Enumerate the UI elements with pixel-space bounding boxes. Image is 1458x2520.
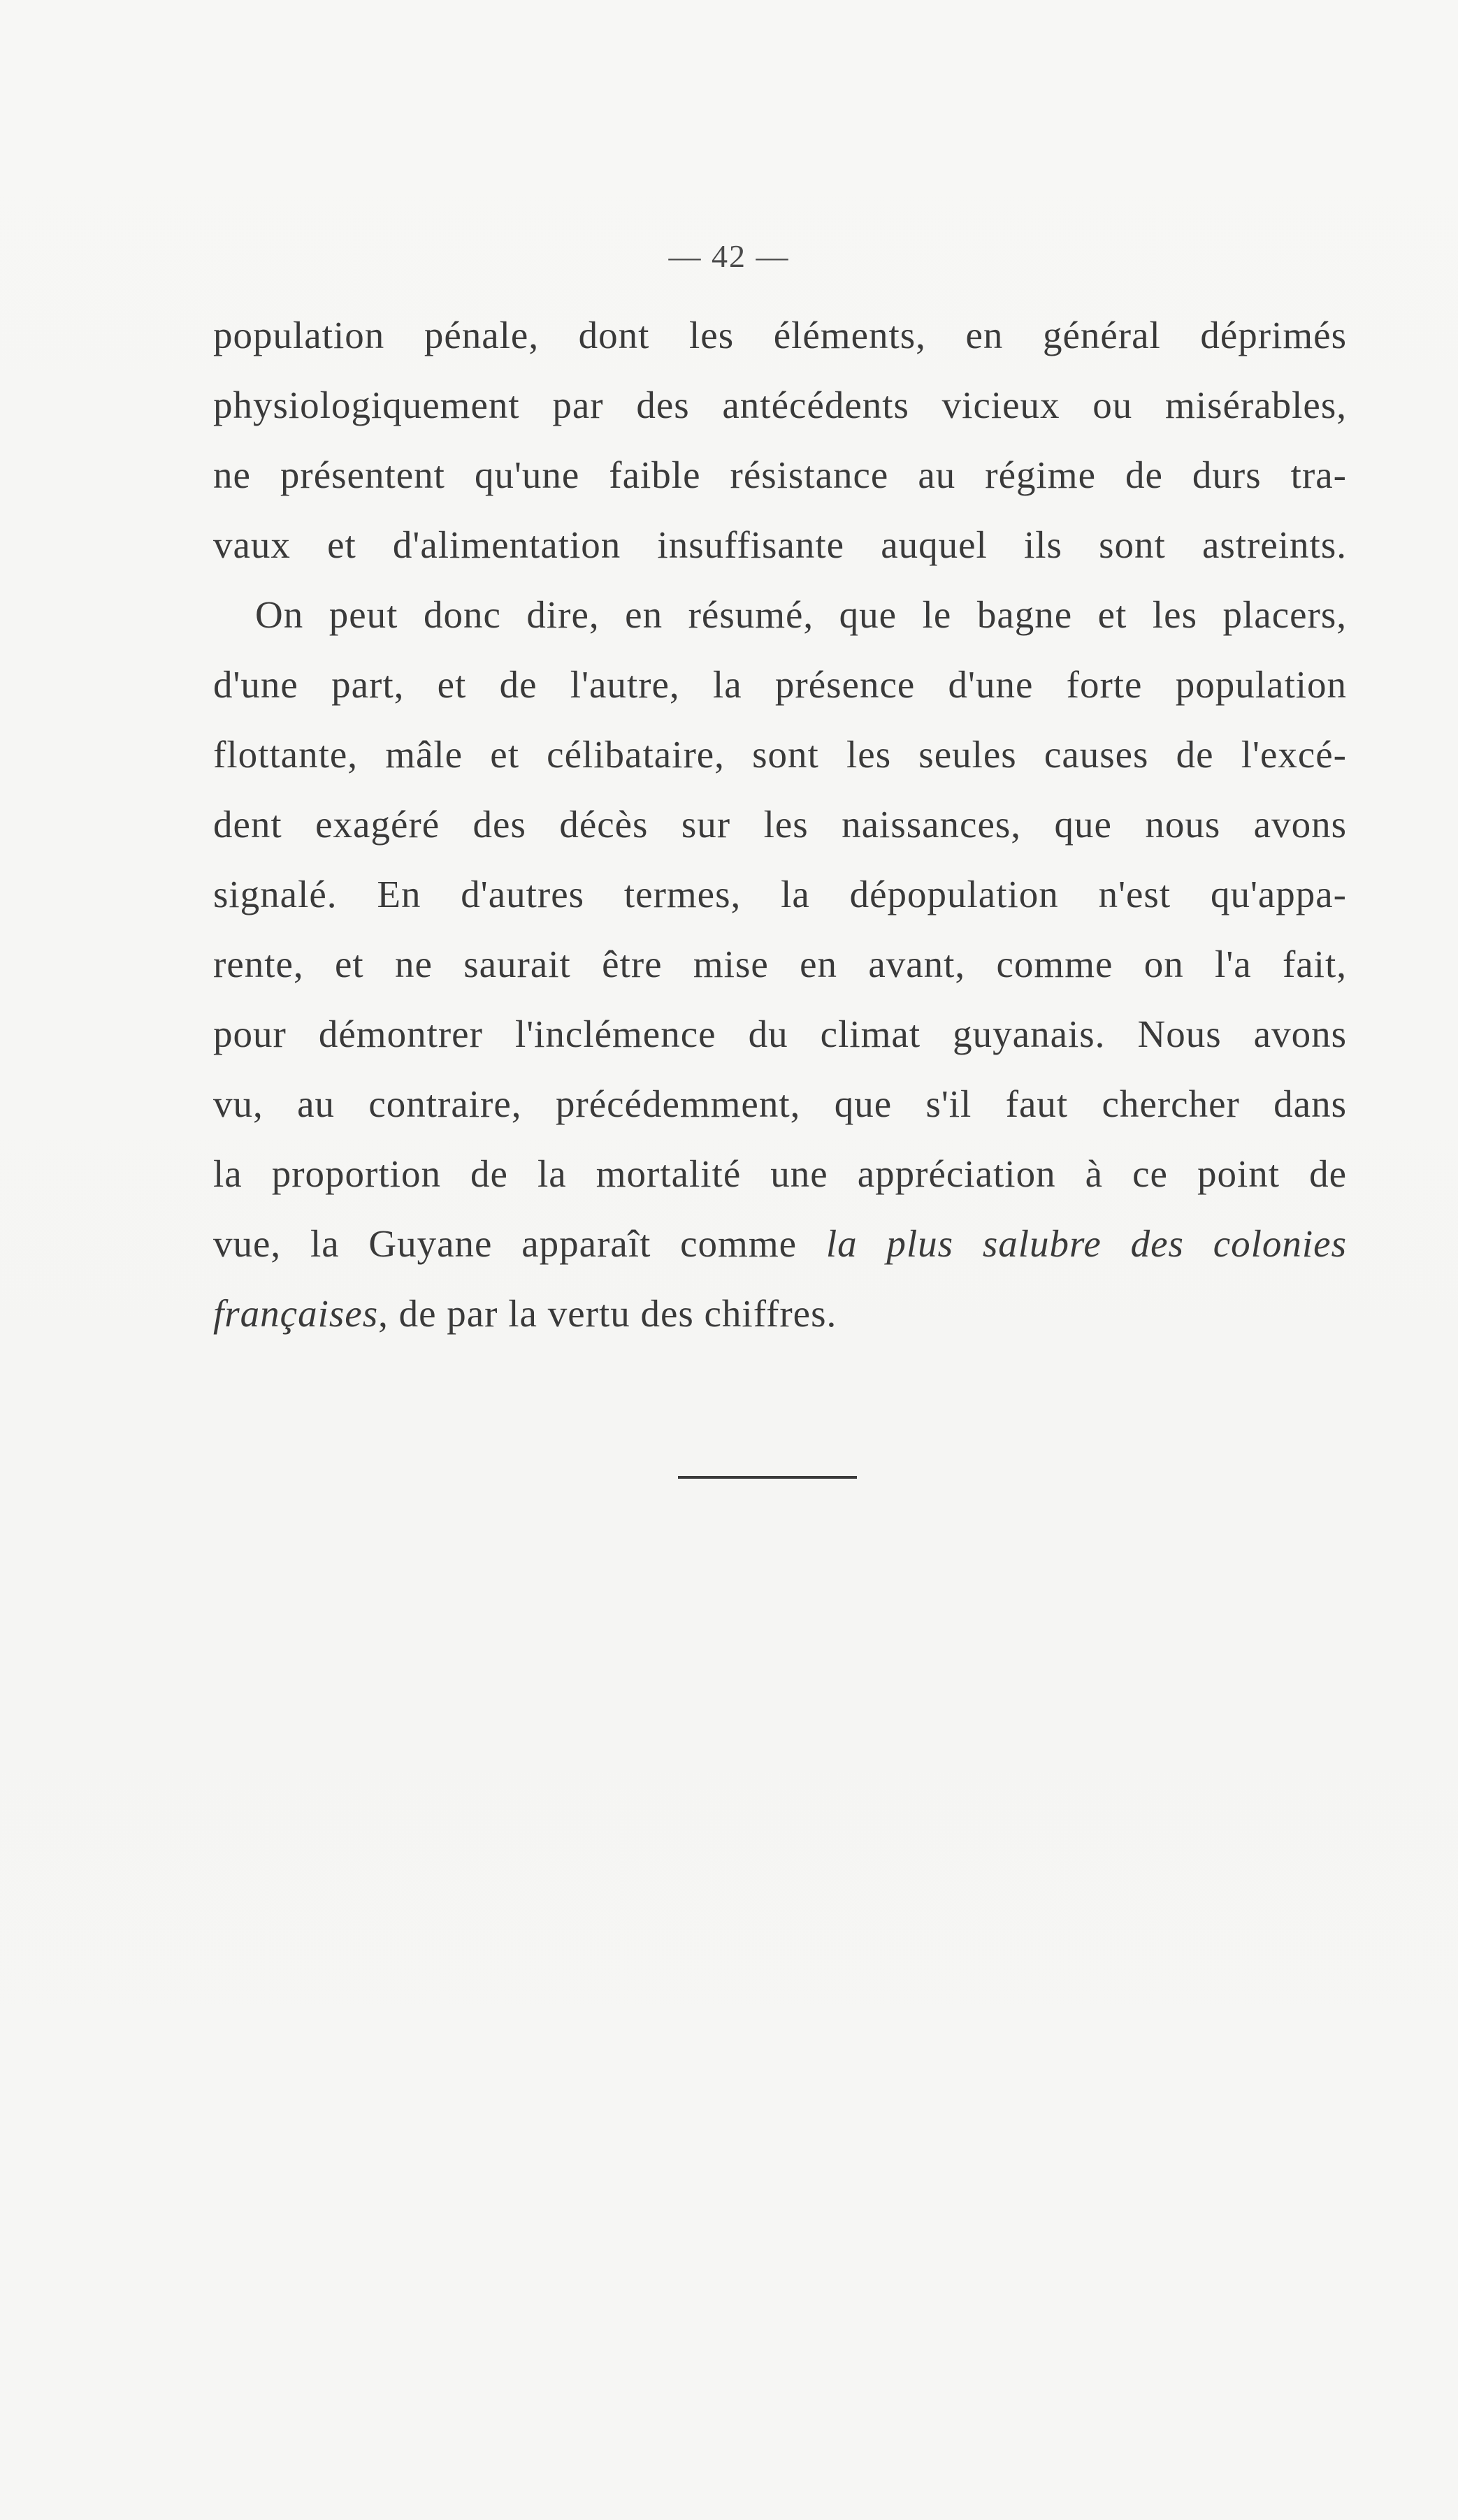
text-line-11: pour démontrer l'inclémence du climat guyanais. Nous avons bbox=[213, 1013, 1347, 1055]
text-line-14-roman: vue, la Guyane apparaît comme bbox=[213, 1222, 826, 1265]
text-line-14-italic: la plus salubre des colonies bbox=[825, 1222, 1347, 1265]
text-line-2: physiologiquement par des antécédents vicieux ou misérables, bbox=[213, 384, 1347, 426]
page-number: — 42 — bbox=[668, 238, 790, 274]
text-line-15-roman: , de par la vertu des chiffres. bbox=[378, 1292, 837, 1335]
text-line-7: flottante, mâle et célibataire, sont les seules causes de l'excé- bbox=[213, 733, 1347, 776]
text-line-8: dent exagéré des décès sur les naissances, que nous avons bbox=[213, 803, 1347, 846]
text-line-15 bbox=[213, 1279, 1347, 1349]
text-line-9: signalé. En d'autres termes, la dépopulation n'est qu'appa- bbox=[213, 873, 1347, 915]
section-divider bbox=[678, 1476, 857, 1479]
text-line-4: vaux et d'alimentation insuffisante auquel ils sont astreints. bbox=[213, 523, 1347, 566]
text-line-3: ne présentent qu'une faible résistance au régime de durs tra- bbox=[213, 454, 1347, 496]
text-line-12: vu, au contraire, précédemment, que s'il faut chercher dans bbox=[213, 1082, 1347, 1125]
text-line-15-italic: françaises bbox=[213, 1292, 379, 1335]
text-line-5: On peut donc dire, en résumé, que le bagne et les placers, bbox=[255, 593, 1347, 636]
text-line-14 bbox=[213, 1209, 1347, 1279]
text-line-10: rente, et ne saurait être mise en avant, comme on l'a fait, bbox=[213, 943, 1347, 985]
text-line-6: d'une part, et de l'autre, la présence d'une forte population bbox=[213, 663, 1347, 706]
body-text bbox=[213, 300, 1347, 1349]
text-line-1: population pénale, dont les éléments, en général déprimés bbox=[213, 314, 1347, 356]
text-line-13: la proportion de la mortalité une appréciation à ce point de bbox=[213, 1152, 1347, 1195]
